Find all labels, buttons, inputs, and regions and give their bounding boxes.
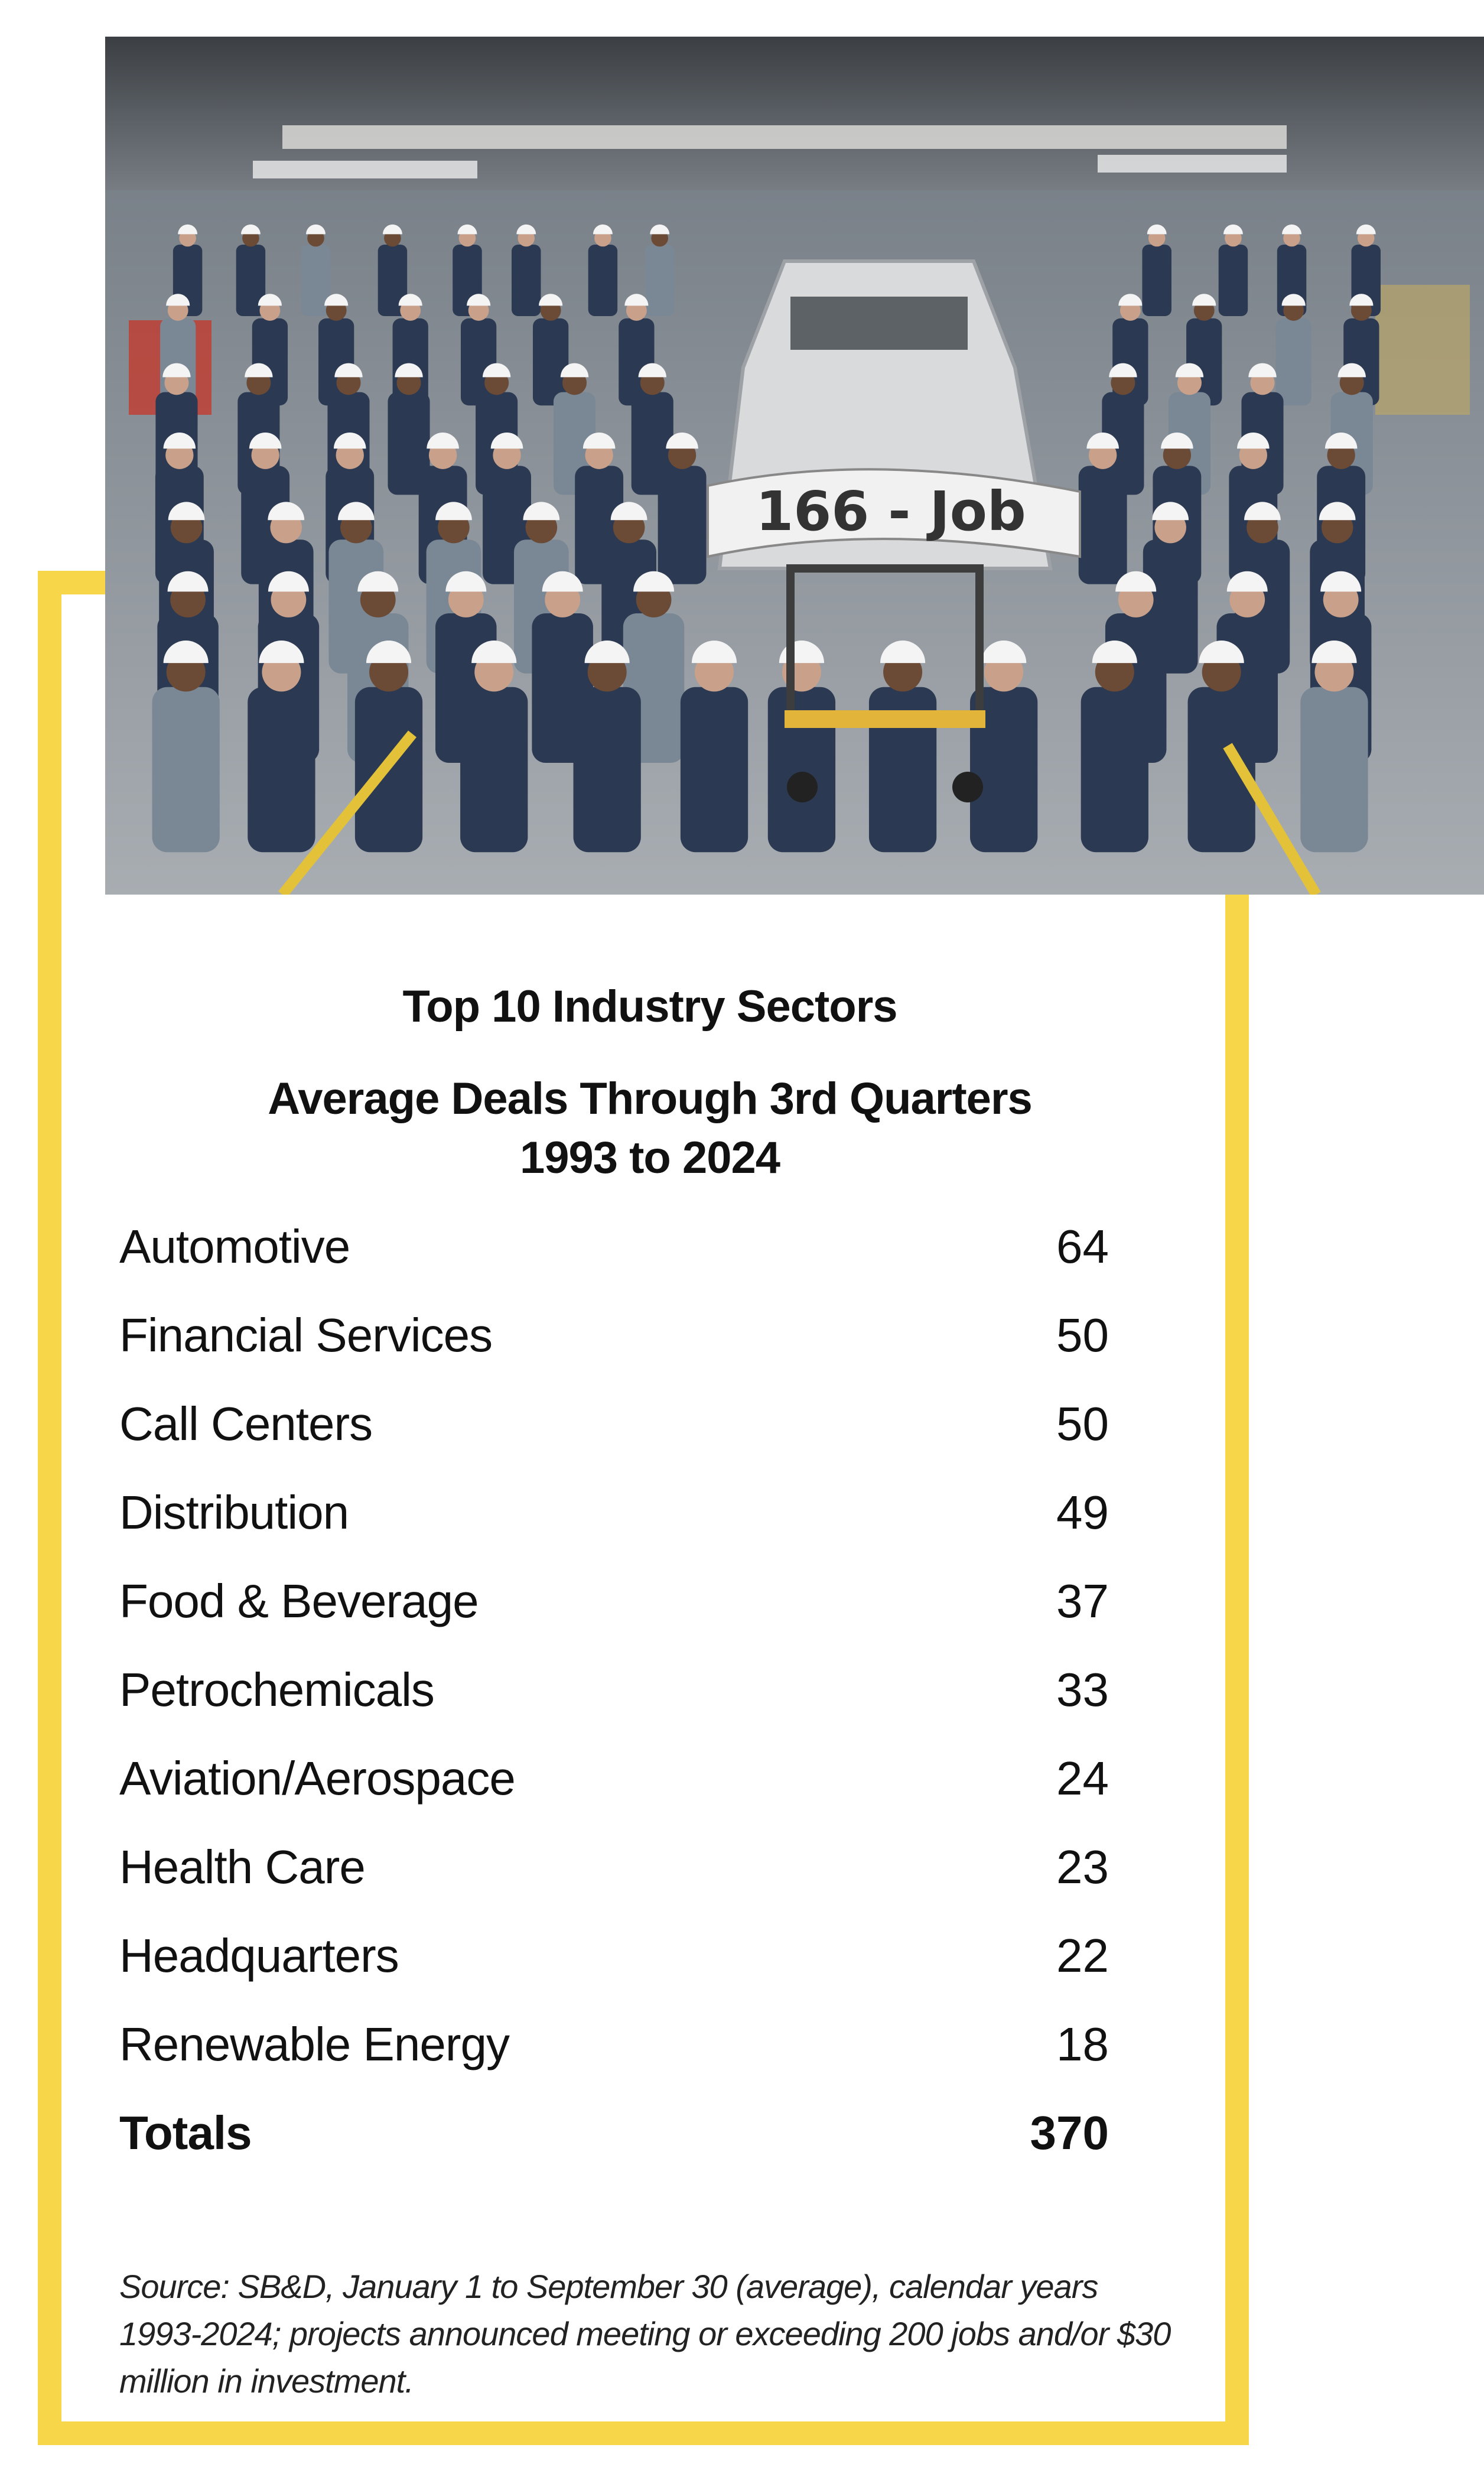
chart-subtitle [0, 1070, 1300, 1188]
table-row [119, 1569, 1109, 1657]
row-category: Food & Beverage [119, 1575, 479, 1627]
table-row [119, 1214, 1109, 1303]
banner-text: 166 - Job [756, 480, 1026, 543]
table-row [119, 1746, 1109, 1835]
table-row [119, 1480, 1109, 1569]
photo-illustration [105, 37, 1484, 895]
row-value: 37 [1056, 1575, 1109, 1627]
row-category: Health Care [119, 1841, 365, 1893]
table-row [119, 1657, 1109, 1746]
chart-title: Top 10 Industry Sectors [402, 981, 897, 1032]
chart-subtitle-line-2: 1993 to 2024 [519, 1133, 780, 1183]
table-row [119, 1835, 1109, 1923]
row-category: Headquarters [119, 1929, 399, 1982]
sector-table [119, 1214, 1109, 2189]
row-category: Financial Services [119, 1309, 493, 1361]
row-value: 23 [1056, 1841, 1109, 1893]
row-value: 18 [1056, 2018, 1109, 2070]
row-value: 50 [1056, 1397, 1109, 1450]
table-row [119, 1923, 1109, 2012]
row-category: Call Centers [119, 1397, 373, 1450]
totals-label: Totals [119, 2107, 252, 2159]
row-value: 64 [1056, 1220, 1109, 1273]
row-value: 24 [1056, 1752, 1109, 1805]
table-row [119, 2012, 1109, 2101]
row-category: Automotive [119, 1220, 350, 1273]
row-value: 49 [1056, 1486, 1109, 1539]
row-category: Distribution [119, 1486, 349, 1539]
row-value: 22 [1056, 1929, 1109, 1982]
factory-workers-photo [105, 37, 1484, 895]
row-category: Renewable Energy [119, 2018, 509, 2070]
row-value: 33 [1056, 1663, 1109, 1716]
row-category: Petrochemicals [119, 1663, 434, 1716]
row-category: Aviation/Aerospace [119, 1752, 515, 1805]
source-note: Source: SB&D, January 1 to September 30 (average), calendar years 1993-2024; projects announced meeting or exceeding 200 jobs and/or $30 million in investment. [119, 2268, 1171, 2400]
totals-value: 370 [1030, 2107, 1109, 2159]
totals-row [119, 2101, 1109, 2189]
table-row [119, 1392, 1109, 1480]
row-value: 50 [1056, 1309, 1109, 1361]
chart-subtitle-line-1: Average Deals Through 3rd Quarters [268, 1074, 1032, 1124]
table-row [119, 1303, 1109, 1392]
